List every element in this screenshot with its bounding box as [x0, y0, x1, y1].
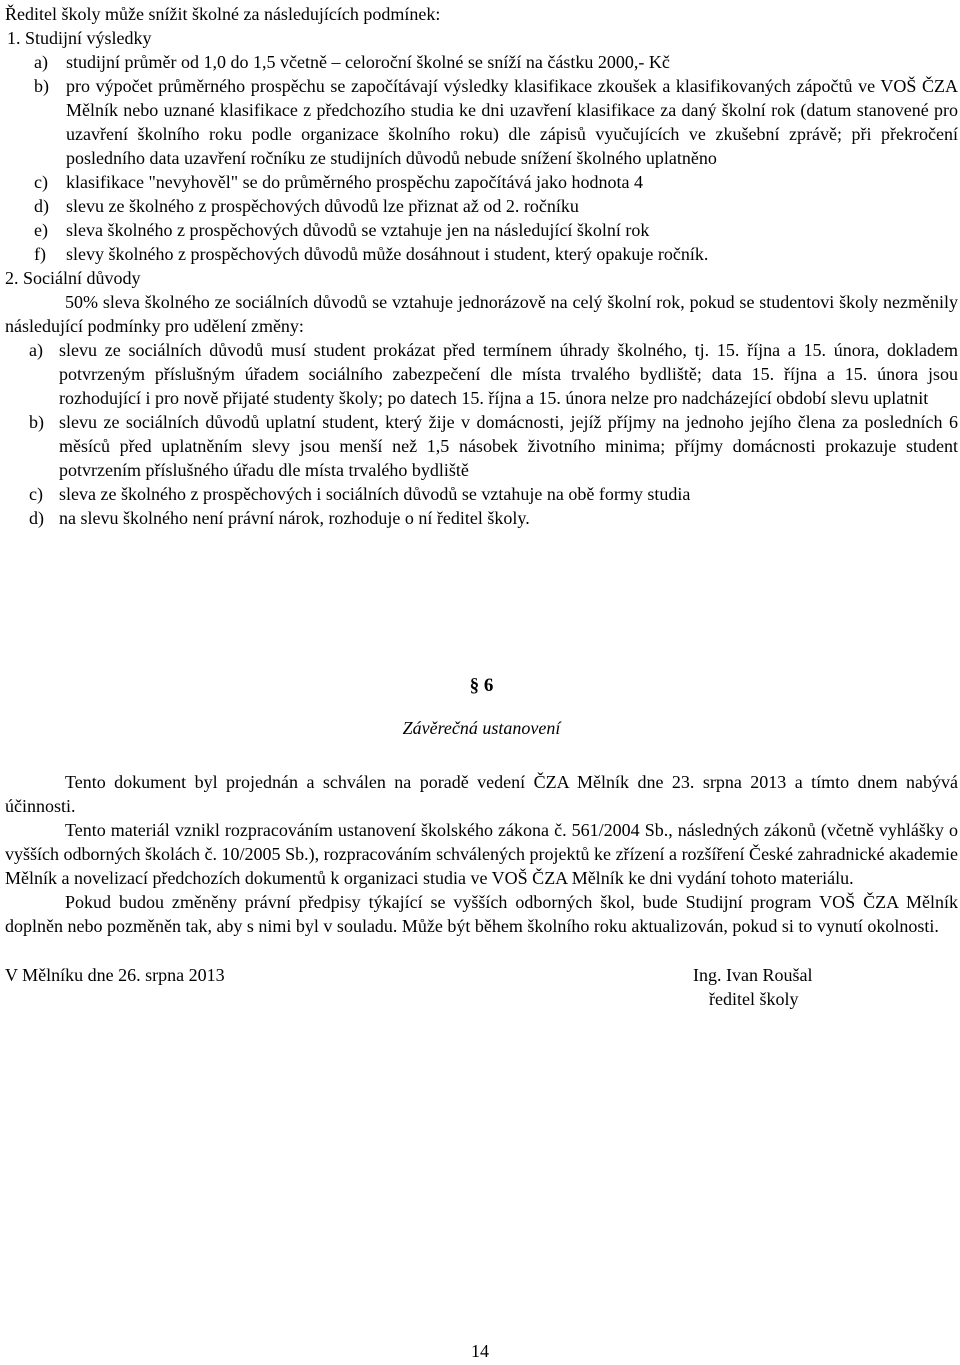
list-item — [5, 242, 958, 266]
item-label: a) — [34, 52, 48, 72]
list-item — [5, 194, 958, 218]
item-text: slevu ze sociálních důvodů uplatní student, který žije v domácnosti, jejíž příjmy na jednoho jejího člena za posledních 6 měsíců před uplatněním slevy jsou menší než 1,5 násobek životního minima; příjmy domácnosti prokazuje student potvrzením příslušného úřadu dle místa trvalého bydliště — [59, 412, 958, 480]
section-2-heading: 2. Sociální důvody — [5, 268, 141, 288]
final-paragraph: Tento materiál vznikl rozpracováním ustanovení školského zákona č. 561/2004 Sb., následných zákonů (včetně vyhlášky o vyšších odborných školách č. 10/2005 Sb.), rozpracováním schválených projektů ke zřízení a rozšíření České zahradnické akademie Mělník a novelizací předchozích dokumentů k organizaci studia ve VOŠ ČZA Mělník ke dni vydání tohoto materiálu. — [5, 820, 958, 888]
item-label: e) — [34, 220, 48, 240]
signer-role: ředitel školy — [709, 989, 799, 1009]
list-item — [5, 170, 958, 194]
item-label: a) — [29, 340, 43, 360]
item-label: d) — [29, 508, 44, 528]
item-label: c) — [34, 172, 48, 192]
item-text: slevu ze sociálních důvodů musí student prokázat před termínem úhrady školného, tj. 15. října a 15. února, dokladem potvrzeným příslušným úřadem sociálního zabezpečení dle místa trvalého bydliště; data 15. října a 15. února jsou rozhodující i pro nově přijaté studenty školy; po datech 15. října a 15. února nelze pro nadcházející období slevu uplatnit — [59, 340, 958, 408]
section-title: Závěrečná ustanovení — [402, 718, 561, 738]
list-item — [5, 50, 958, 74]
list-item — [5, 74, 958, 170]
item-text: sleva ze školného z prospěchových i sociálních důvodů se vztahuje na obě formy studia — [59, 484, 691, 504]
section-1-heading: 1. Studijní výsledky — [7, 28, 152, 48]
list-item — [5, 506, 958, 530]
intro-text: Ředitel školy může snížit školné za následujících podmínek: — [5, 4, 441, 24]
item-text: studijní průměr od 1,0 do 1,5 včetně – celoroční školné se sníží na částku 2000,- Kč — [66, 52, 670, 72]
section-mark: § 6 — [469, 675, 494, 696]
list-item — [5, 338, 958, 410]
signoff — [5, 963, 958, 1011]
final-paragraph: Pokud budou změněny právní předpisy týkající se vyšších odborných škol, bude Studijní program VOŠ ČZA Mělník doplněn nebo pozměněn tak, aby s nimi byl v souladu. Může být během školního roku aktualizován, pokud si to vynutí okolnosti. — [5, 892, 958, 936]
section-2-intro: 50% sleva školného ze sociálních důvodů se vztahuje jednorázově na celý školní rok, pokud se studentovi školy nezměnily následující podmínky pro udělení změny: — [5, 292, 958, 336]
final-paragraph: Tento dokument byl projednán a schválen na poradě vedení ČZA Mělník dne 23. srpna 2013 a tímto dnem nabývá účinnosti. — [5, 772, 958, 816]
list-item — [5, 482, 958, 506]
item-text: sleva školného z prospěchových důvodů se vztahuje jen na následující školní rok — [66, 220, 650, 240]
list-item — [5, 218, 958, 242]
signer-name: Ing. Ivan Roušal — [693, 965, 813, 985]
item-text: klasifikace "nevyhověl" se do průměrného prospěchu započítává jako hodnota 4 — [66, 172, 644, 192]
item-label: d) — [34, 196, 49, 216]
item-text: slevy školného z prospěchových důvodů může dosáhnout i student, který opakuje ročník. — [66, 244, 709, 264]
item-text: slevu ze školného z prospěchových důvodů lze přiznat až od 2. ročníku — [66, 196, 579, 216]
item-label: c) — [29, 484, 43, 504]
page-number: 14 — [471, 1341, 489, 1361]
item-label: b) — [34, 76, 49, 96]
item-label: f) — [34, 244, 46, 264]
place-date: V Mělníku dne 26. srpna 2013 — [5, 965, 225, 985]
signer-block — [693, 963, 812, 1011]
document-page — [5, 2, 958, 1011]
list-item — [5, 410, 958, 482]
item-text: pro výpočet průměrného prospěchu se započítávají výsledky klasifikace zkoušek a klasifikovaných zápočtů ve VOŠ ČZA Mělník nebo uznané klasifikace z předchozího studia ke dni uzavření klasifikace za daný školní rok (datum stanovené pro uzavření školního roku podle organizace školního roku) dle zápisů vyučujících ve zkušební zprávě; při překročení posledního data uzavření ročníku ze studijních důvodů nebude snížení školného uplatněno — [66, 76, 958, 168]
item-label: b) — [29, 412, 44, 432]
section-social-reasons — [5, 266, 958, 530]
section-study-results — [5, 26, 958, 266]
section-final-provisions — [5, 674, 958, 938]
item-text: na slevu školného není právní nárok, rozhoduje o ní ředitel školy. — [59, 508, 530, 528]
